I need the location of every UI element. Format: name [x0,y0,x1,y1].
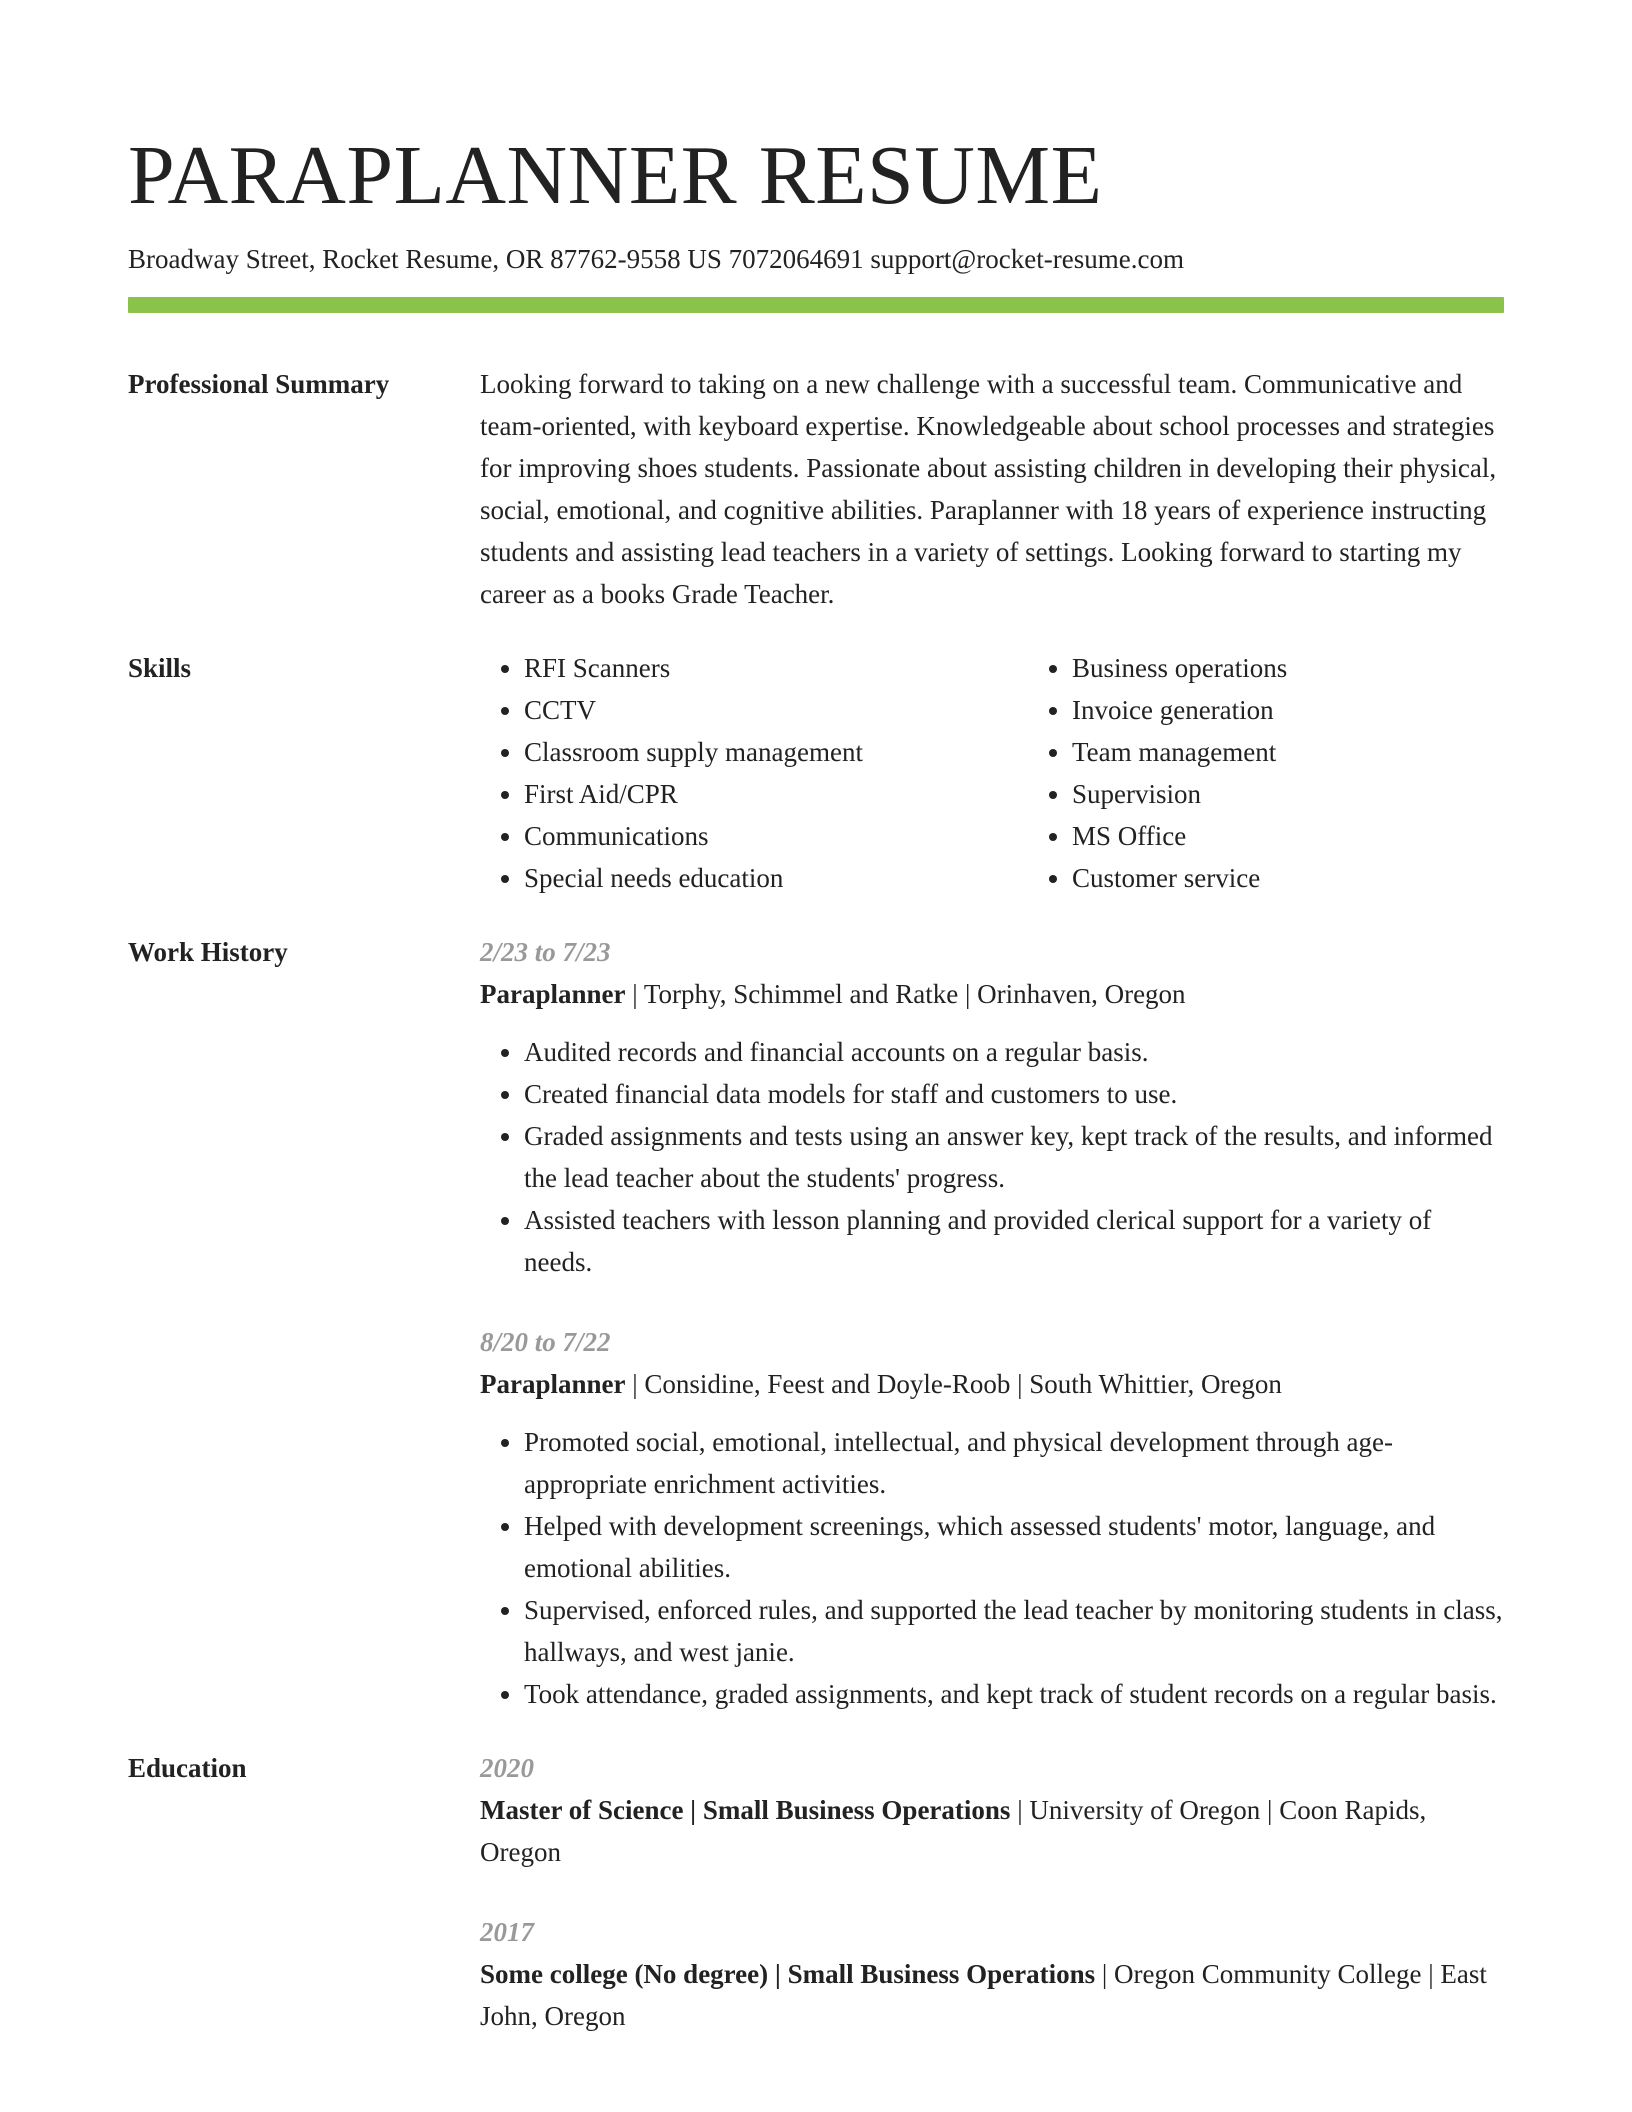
job-dates: 8/20 to 7/22 [480,1327,611,1358]
skills-section [128,647,1504,899]
job-bullet: • Promoted social, emotional, intellectual, and physical development through age-appropriate enrichment activities. [524,1421,1504,1505]
skills-body [480,647,1576,899]
contact-line: Broadway Street, Rocket Resume, OR 87762-9558 US 7072064691 support@rocket-resume.com [128,244,1184,274]
education-details: | Oregon Community College | East John, Oregon [480,1959,1487,2032]
skill-item: • CCTV [524,689,1028,731]
skill-item: • Business operations [1072,647,1576,689]
job-bullet: • Graded assignments and tests using an answer key, kept track of the results, and informed the lead teacher about the students' progress. [524,1115,1504,1199]
skill-item: • MS Office [1072,815,1576,857]
job-entry [480,1321,1504,1715]
education-entry [480,1747,1504,1873]
degree-title: Master of Science | Small Business Operations [480,1795,1011,1826]
section-label-skills: Skills [128,653,192,684]
job-bullets [480,1031,1504,1283]
section-label-work: Work History [128,937,288,968]
education-body [480,1747,1504,2037]
skill-item: • RFI Scanners [524,647,1028,689]
job-bullet: • Took attendance, graded assignments, and kept track of student records on a regular basis. [524,1673,1504,1715]
skill-item: • Classroom supply management [524,731,1028,773]
job-details: | Considine, Feest and Doyle-Roob | South Whittier, Oregon [625,1369,1282,1400]
accent-divider [128,297,1504,313]
job-title: Paraplanner [480,1369,626,1400]
job-bullet: • Audited records and financial accounts on a regular basis. [524,1031,1504,1073]
job-bullet: • Created financial data models for staff and customers to use. [524,1073,1504,1115]
section-label-summary: Professional Summary [128,369,390,400]
professional-summary-section [128,363,1504,615]
job-entry [480,931,1504,1283]
skills-columns [480,647,1576,899]
job-bullet: • Assisted teachers with lesson planning and provided clerical support for a variety of needs. [524,1199,1504,1283]
job-bullet: • Helped with development screenings, which assessed students' motor, language, and emotional abilities. [524,1505,1504,1589]
skill-item: • Invoice generation [1072,689,1576,731]
education-section [128,1747,1504,2037]
degree-title: Some college (No degree) | Small Business Operations [480,1959,1096,1990]
education-year: 2017 [480,1917,534,1948]
work-history-section [128,931,1504,1715]
job-heading [480,973,1504,1015]
education-heading [480,1789,1504,1873]
skill-item: • Supervision [1072,773,1576,815]
education-year: 2020 [480,1753,534,1784]
job-details: | Torphy, Schimmel and Ratke | Orinhaven, Oregon [625,979,1186,1010]
skills-list-left [480,647,1028,899]
job-bullet: • Supervised, enforced rules, and supported the lead teacher by monitoring students in class, hallways, and west janie. [524,1589,1504,1673]
section-label-education: Education [128,1753,247,1784]
skill-item: • Team management [1072,731,1576,773]
education-heading [480,1953,1504,2037]
work-body [480,931,1504,1715]
summary-text: Looking forward to taking on a new challenge with a successful team. Communicative and team-oriented, with keyboard expertise. Knowledgeable about school processes and strategies for improving shoes students. Passionate about assisting children in developing their physical, social, emotional, and cognitive abilities. Paraplanner with 18 years of experience instructing students and assisting lead teachers in a variety of settings. Looking forward to starting my career as a books Grade Teacher. [480,369,1497,610]
skill-item: • Special needs education [524,857,1028,899]
skill-item: • Customer service [1072,857,1576,899]
job-title: Paraplanner [480,979,626,1010]
job-heading [480,1363,1504,1405]
education-entry [480,1911,1504,2037]
job-dates: 2/23 to 7/23 [480,937,611,968]
job-bullets [480,1421,1504,1715]
skill-item: • First Aid/CPR [524,773,1028,815]
page-title: PARAPLANNER RESUME [128,129,1103,222]
education-details: | University of Oregon | Coon Rapids, Oregon [480,1795,1427,1868]
skills-list-right [1028,647,1576,899]
skill-item: • Communications [524,815,1028,857]
